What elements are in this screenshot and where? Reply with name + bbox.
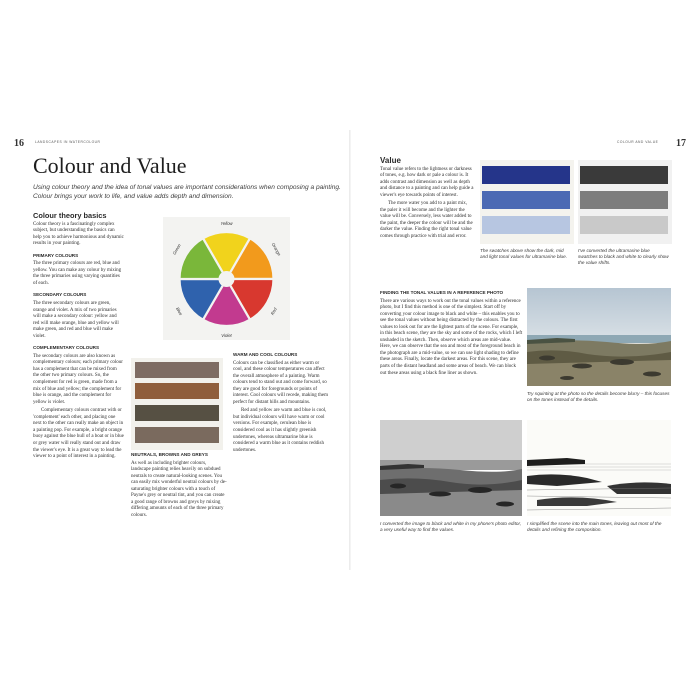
label-green: Green bbox=[171, 242, 182, 256]
label-violet: Violet bbox=[221, 333, 232, 338]
subheading: COMPLEMENTARY COLOURS bbox=[33, 345, 100, 351]
swatch-dark-grey bbox=[580, 166, 668, 184]
text-column-neutrals bbox=[131, 452, 227, 521]
page-number: 17 bbox=[676, 138, 686, 149]
right-page bbox=[350, 0, 700, 700]
paragraph: As well as including brighter colours, landscape painting relies heavily on subdued neutrals to create natural-looking scenes. You can easily mix wonderful neutral colours by de-saturating brighter colours with a touch of Payne's grey or neutral tint, and you can create a good range of browns and greys by mixing differing amounts of each of the three primary colours. bbox=[131, 460, 227, 518]
swatch-stripe bbox=[135, 362, 219, 378]
paragraph: Tonal value refers to the lightness or darkness of tones, e.g. how dark or pale a colour is. It adds contrast and dimension as well as depth and distance to a painting and can help guide a viewer's eye towards points of interest. bbox=[380, 166, 474, 198]
beach-sketch bbox=[527, 420, 671, 516]
paragraph: There are various ways to work out the tonal values within a reference photo, but I find this method is one of the simplest. Start off by converting your colour image to black and white – this enables you to see the tonal values without being distracted by the colours. The first values to look out for are the lightest parts of the scene. For example, in this beach scene, they are the sky and some of the rocks, which I left unshaded in the sketch. Then, observe which areas are mid-value. Here, we can observe that the sea and most of the foreground beach in the photograph are a mid-value, so we can use light shading to define these areas. Finally, locate the darkest areas. For this scene, they are parts of the distant headland and some areas of beach. We can block out these areas using a black fine liner as shown. bbox=[380, 298, 523, 376]
page-number: 16 bbox=[14, 138, 24, 149]
subheading: PRIMARY COLOURS bbox=[33, 252, 79, 258]
swatch-light-blue bbox=[482, 216, 570, 234]
running-head: COLOUR AND VALUE bbox=[617, 140, 659, 144]
running-head: LANDSCAPES IN WATERCOLOUR bbox=[35, 140, 101, 144]
text-column-warm-cool bbox=[233, 352, 329, 456]
neutral-swatches bbox=[131, 358, 223, 450]
swatch-stripe bbox=[135, 427, 219, 443]
subheading: FINDING THE TONAL VALUES IN A REFERENCE PHOTO bbox=[380, 290, 504, 295]
text-column-1 bbox=[33, 213, 124, 463]
grey-value-swatches bbox=[578, 160, 672, 244]
paragraph: Complementary colours contrast with or 'complement' each other, and placing one next to the other can really make an object in a painting pop. For example, a bright orange buoy against the blue hull of a boat or in blue or grey water will really stand out and draw the viewer's eye. It is a great way to lead the viewer to a point of interest in a painting. bbox=[33, 408, 124, 460]
paragraph: The three primary colours are red, blue and yellow. You can make any colour by mixing the three primaries using varying quantities of each. bbox=[33, 261, 122, 286]
label-red: Red bbox=[269, 306, 278, 316]
swatch-stripe bbox=[135, 405, 219, 421]
subheading: NEUTRALS, BROWNS AND GREYS bbox=[131, 452, 208, 457]
beach-photo-colour bbox=[527, 288, 671, 386]
swatch-dark-blue bbox=[482, 166, 570, 184]
paragraph: The secondary colours are also known as complementary colours; each primary colour has a complement that can be mixed from the other two primary colours. So, the complement for red is green, made from a mix of blue and yellow; the complement for blue is orange, and the complement for yellow is violet. bbox=[33, 353, 123, 405]
paragraph: Colour theory is a fascinatingly complex subject, but understanding the basics can help you to achieve harmonious and dynamic results in your painting. bbox=[33, 221, 124, 247]
paragraph: The more water you add to a paint mix, the paler it will become and the lighter the value will be. Conversely, less water added to the paint, the deeper the colour will be and the darker the value. Finding the right tonal value comes through practice with trial and error. bbox=[380, 201, 473, 240]
label-yellow: Yellow bbox=[220, 221, 233, 226]
paragraph: Red and yellow are warm and blue is cool, but individual colours will have warm or cool versions. For example, cerulean blue is considered cool as it has slightly greenish undertones, whereas ultramarine blue is considered a warm blue as it contains reddish undertones. bbox=[233, 408, 327, 453]
blue-value-swatches bbox=[480, 160, 574, 244]
section-heading: Value bbox=[380, 156, 401, 165]
paragraph: The three secondary colours are green, orange and violet. A mix of two primaries will make a secondary colour: yellow and red will make orange, blue and yellow will make green, and red and blue will make violet. bbox=[33, 301, 119, 339]
subheading: SECONDARY COLOURS bbox=[33, 292, 87, 298]
caption-photo: Try squinting at the photo so the details become blurry – this focuses on the tones instead of the details. bbox=[527, 391, 670, 403]
colour-wheel-figure bbox=[163, 217, 290, 340]
caption-sketch: I simplified the scene into the main tones, leaving out most of the details and refining the composition. bbox=[527, 521, 662, 533]
value-column bbox=[380, 158, 474, 243]
swatch-light-grey bbox=[580, 216, 668, 234]
subheading: WARM AND COOL COLOURS bbox=[233, 352, 298, 357]
paragraph: Colours can be classified as either warm or cool, and these colour temperatures can affect the overall atmosphere of a painting. Warm colours tend to stand out and come forward, so they are good for foregrounds or points of interest. Cool colours will recede, making them perfect for distant hills and mountains. bbox=[233, 360, 328, 405]
swatch-stripe bbox=[135, 383, 219, 399]
section-heading: Colour theory basics bbox=[33, 211, 107, 220]
swatch-mid-grey bbox=[580, 191, 668, 209]
caption-bw-photo: I converted the image to black and white in my phone's photo editor, a very useful way to find the values. bbox=[380, 521, 522, 533]
label-blue: Blue bbox=[175, 306, 184, 317]
intro-text: Using colour theory and the idea of tonal values are important considerations when composing a painting. Colour brings your work to life, and value adds depth and dimension. bbox=[33, 184, 341, 201]
wheel-centre bbox=[219, 271, 235, 287]
beach-photo-bw bbox=[380, 420, 522, 516]
finding-column bbox=[380, 290, 523, 379]
page-title: Colour and Value bbox=[33, 153, 187, 178]
label-orange: Orange bbox=[270, 241, 282, 257]
colour-wheel bbox=[163, 217, 290, 340]
caption-grey-swatches: I've converted the ultramarine blue swatches to black and white to clearly show the value shifts. bbox=[578, 248, 669, 266]
swatch-mid-blue bbox=[482, 191, 570, 209]
caption-blue-swatches: The swatches above show the dark, mid and light tonal values for ultramarine blue. bbox=[480, 248, 568, 260]
